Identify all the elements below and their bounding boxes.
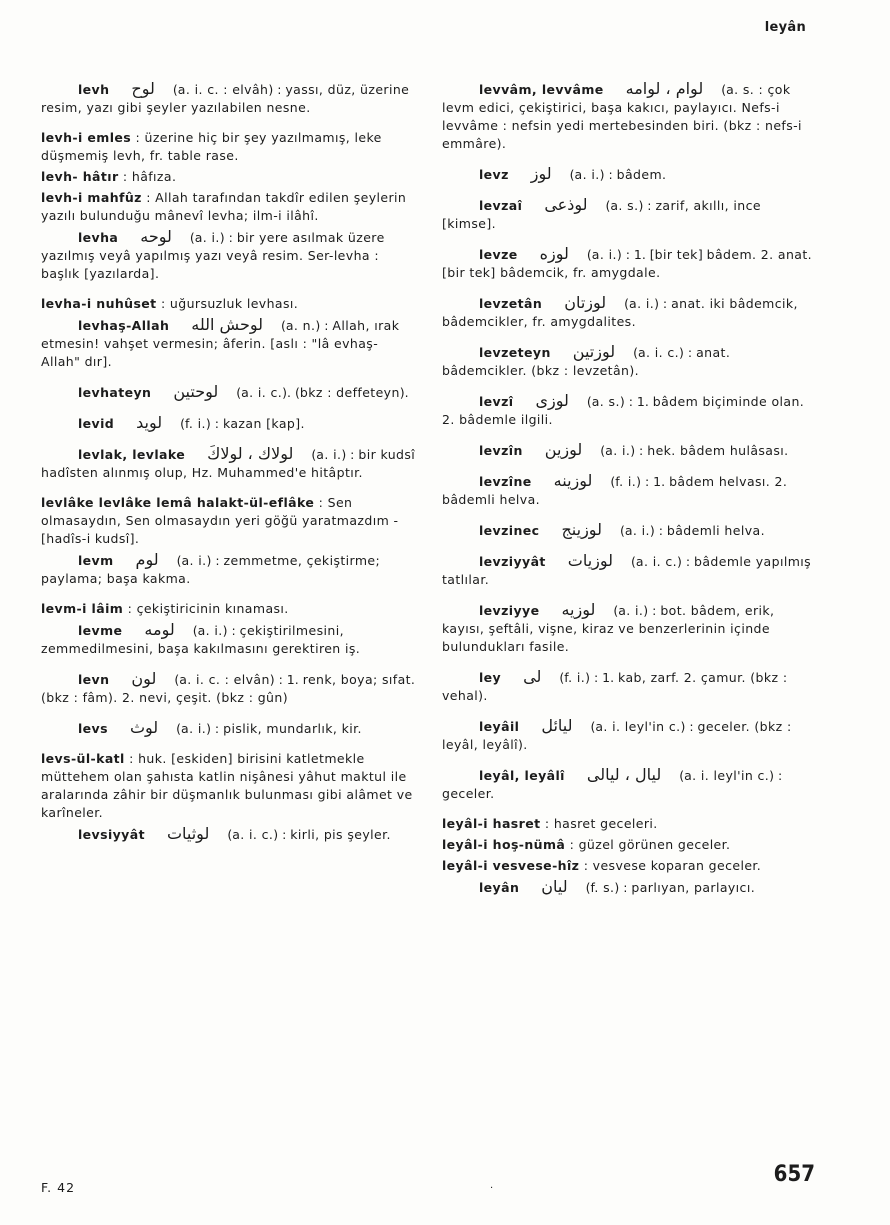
definition: (a. i. c.) : anat. bâdemcikler. (bkz : levzetân).: [442, 345, 731, 378]
dictionary-entry: [442, 472, 817, 509]
headword: levlâke levlâke lemâ halakt-ül-eflâke: [41, 495, 315, 510]
arabic-script: لوم: [135, 550, 159, 569]
headword: levm: [78, 553, 114, 568]
definition: (a. s.) : 1. bâdem biçiminde olan. 2. bâdemle ilgili.: [442, 394, 805, 427]
headword: levh-i emles: [41, 130, 132, 145]
headword: levzetân: [479, 296, 543, 311]
definition: (a. s. : çok levm edici, çekiştirici, başa kakıcı, paylayıcı. Nefs-i levvâme : nefsin yedi mertebesinden biri. (bkz : nefs-i emmâre).: [442, 82, 802, 151]
headword: levlak, levlake: [78, 447, 186, 462]
headword: levm-i lâim: [41, 601, 124, 616]
headword: levn: [78, 672, 110, 687]
arabic-script: لوزتين: [572, 342, 616, 361]
arabic-script: لوذعى: [544, 195, 588, 214]
definition: (a. i.) : zemmetme, çekiştirme; paylama; başa kakma.: [41, 553, 381, 586]
subentry: [442, 857, 817, 875]
definition: (a. i. c. : elvân) : 1. renk, boya; sıfat. (bkz : fâm). 2. nevi, çeşit. (bkz : gûn): [41, 672, 416, 705]
headword: levha: [78, 230, 119, 245]
dictionary-entry: [41, 383, 416, 402]
definition: : Allah tarafından takdîr edilen şeylerin yazılı bulunduğu mânevî levha; ilm-i ilâhî.: [41, 190, 407, 223]
headword: levzinec: [479, 523, 540, 538]
definition: (a. n.) : Allah, ırak etmesin! vahşet vermesin; âferin. [aslı : "lâ evhaş-Allah" dır].: [41, 318, 400, 369]
subentry: [41, 295, 416, 313]
arabic-script: لوزيات: [567, 551, 614, 570]
arabic-script: لومه: [144, 620, 175, 639]
definition: : uğursuzluk levhası.: [160, 296, 299, 311]
headword: levme: [78, 623, 123, 638]
definition: : hasret geceleri.: [544, 816, 658, 831]
definition: : huk. [eskiden] birisini katletmekle müttehem olan şahısta katlin nişânesi yâhut maktul ile aralarında zâhir bir düşmanlık bulunması gibi alâmet ve karîneler.: [41, 751, 413, 820]
arabic-script: لوحتين: [173, 382, 219, 401]
headword: levha-i nuhûset: [41, 296, 157, 311]
headword: levh- hâtır: [41, 169, 119, 184]
subentry: [41, 129, 416, 165]
arabic-script: لوزه: [539, 244, 569, 263]
definition: (a. i.) : bot. bâdem, erik, kayısı, şeftâli, vişne, kiraz ve benzerlerinin içinde bulundukları fasile.: [442, 603, 775, 654]
headword: leyâl, leyâlî: [479, 768, 565, 783]
definition: (a. i.) : bir kudsî hadîsten alınmış olup, Hz. Muhammed'e hitâptır.: [41, 447, 416, 480]
dictionary-entry: [442, 717, 817, 754]
dictionary-entry: [41, 414, 416, 433]
definition: (a. i.) : anat. iki bâdemcik, bâdemcikler, fr. amygdalites.: [442, 296, 798, 329]
page-number: 657: [773, 1162, 815, 1187]
left-column: [41, 80, 416, 856]
arabic-script: لى: [523, 667, 542, 686]
dictionary-entry: [442, 878, 817, 897]
definition: : üzerine hiç bir şey yazılmamış, leke düşmemiş levh, fr. table rase.: [41, 130, 382, 163]
headword: levhaş-Allah: [78, 318, 170, 333]
headword: levziyyât: [479, 554, 546, 569]
headword: levz: [479, 167, 509, 182]
definition: : vesvese koparan geceler.: [583, 858, 762, 873]
definition: (a. i. c.). (bkz : deffeteyn).: [236, 385, 409, 400]
arabic-script: لوثيات: [166, 824, 210, 843]
dictionary-entry: [41, 825, 416, 844]
headword: leyâil: [479, 719, 520, 734]
headword: levvâm, levvâme: [479, 82, 604, 97]
dictionary-entry: [442, 196, 817, 233]
definition: (f. s.) : parlıyan, parlayıcı.: [585, 880, 756, 895]
dictionary-entry: [442, 80, 817, 153]
arabic-script: لون: [131, 669, 157, 688]
definition: : çekiştiricinin kınaması.: [127, 601, 289, 616]
definition: (f. i.) : kazan [kap].: [180, 416, 305, 431]
headword: levh-i mahfûz: [41, 190, 142, 205]
arabic-script: لوح: [131, 79, 155, 98]
subentry: [41, 494, 416, 548]
dictionary-entry: [442, 441, 817, 460]
headword: levhateyn: [78, 385, 152, 400]
headword: ley: [479, 670, 502, 685]
headword: levzaî: [479, 198, 523, 213]
definition: (a. i. c.) : bâdemle yapılmış tatlılar.: [442, 554, 812, 587]
definition: : Sen olmasaydın, Sen olmasaydın yeri göğü yaratmazdım - [hadîs-i kudsî].: [41, 495, 399, 546]
dictionary-entry: [41, 445, 416, 482]
definition: (a. i. leyl'in c.) : geceler. (bkz : leyâl, leyâlî).: [442, 719, 792, 752]
dictionary-entry: [442, 766, 817, 803]
headword: levs-ül-katl: [41, 751, 125, 766]
arabic-script: ليال ، ليالى: [586, 765, 662, 784]
definition: (a. i.) : bâdem.: [569, 167, 667, 182]
subentry: [41, 189, 416, 225]
dictionary-entry: [442, 552, 817, 589]
headword: levzîne: [479, 474, 532, 489]
definition: (a. i.) : hek. bâdem hulâsası.: [600, 443, 789, 458]
signature-mark: F. 42: [41, 1180, 76, 1195]
headword: levid: [78, 416, 115, 431]
arabic-script: لوام ، لوامه: [625, 79, 704, 98]
arabic-script: لويد: [136, 413, 163, 432]
dictionary-entry: [442, 392, 817, 429]
definition: (a. i.) : bâdemli helva.: [619, 523, 765, 538]
definition: (a. i.) : 1. [bir tek] bâdem. 2. anat. [bir tek] bâdemcik, fr. amygdale.: [442, 247, 813, 280]
subentry: [41, 168, 416, 186]
running-head: leyân: [764, 20, 806, 35]
dictionary-entry: [442, 343, 817, 380]
subentry: [41, 600, 416, 618]
dictionary-entry: [41, 80, 416, 117]
headword: leyân: [479, 880, 520, 895]
headword: levzîn: [479, 443, 523, 458]
definition: (a. i.) : bir yere asılmak üzere yazılmış veyâ yapılmış yazı veyâ resim. Ser-levha : başlık [yazılarda].: [41, 230, 385, 281]
subentry: [41, 750, 416, 822]
arabic-script: لوزينج: [561, 520, 602, 539]
dictionary-entry: [41, 719, 416, 738]
dictionary-entry: [442, 601, 817, 656]
arabic-script: لوزيه: [561, 600, 596, 619]
definition: (a. s.) : zarif, akıllı, ince [kimse].: [442, 198, 761, 231]
arabic-script: لوز: [530, 164, 552, 183]
definition: : güzel görünen geceler.: [569, 837, 731, 852]
arabic-script: ليان: [541, 877, 568, 896]
headword: levze: [479, 247, 518, 262]
dictionary-entry: [41, 228, 416, 283]
footer-dot: ·: [490, 1183, 494, 1194]
headword: levziyye: [479, 603, 540, 618]
arabic-script: لوزين: [544, 440, 583, 459]
headword: levzî: [479, 394, 514, 409]
headword: levs: [78, 721, 108, 736]
right-column: [442, 80, 817, 909]
arabic-script: لوزى: [535, 391, 569, 410]
dictionary-entry: [442, 294, 817, 331]
headword: leyâl-i hoş-nümâ: [442, 837, 566, 852]
dictionary-entry: [41, 670, 416, 707]
definition: (a. i. leyl'in c.) : geceler.: [442, 768, 783, 801]
headword: leyâl-i hasret: [442, 816, 541, 831]
headword: levh: [78, 82, 110, 97]
definition: : hâfıza.: [122, 169, 177, 184]
definition: (a. i. c. : elvâh) : yassı, düz, üzerine resim, yazı gibi şeyler yazılabilen nesne.: [41, 82, 410, 115]
dictionary-entry: [41, 621, 416, 658]
arabic-script: لولاك ، لولاكَ: [207, 444, 294, 463]
dictionary-entry: [41, 316, 416, 371]
arabic-script: لوزينه: [553, 471, 593, 490]
headword: leyâl-i vesvese-hîz: [442, 858, 580, 873]
subentry: [442, 815, 817, 833]
dictionary-entry: [442, 668, 817, 705]
arabic-script: لوزتان: [564, 293, 607, 312]
headword: levsiyyât: [78, 827, 145, 842]
definition: (a. i.) : çekiştirilmesini, zemmedilmesini, başa kakılmasını gerektiren iş.: [41, 623, 361, 656]
headword: levzeteyn: [479, 345, 551, 360]
arabic-script: ليائل: [541, 716, 573, 735]
definition: (f. i.) : 1. bâdem helvası. 2. bâdemli helva.: [442, 474, 788, 507]
definition: (a. i. c.) : kirli, pis şeyler.: [227, 827, 391, 842]
subentry: [442, 836, 817, 854]
definition: (a. i.) : pislik, mundarlık, kir.: [176, 721, 362, 736]
dictionary-entry: [442, 165, 817, 184]
arabic-script: لوث: [129, 718, 159, 737]
dictionary-entry: [442, 521, 817, 540]
dictionary-entry: [41, 551, 416, 588]
arabic-script: لوحه: [140, 227, 172, 246]
dictionary-entry: [442, 245, 817, 282]
arabic-script: لوحش الله: [191, 315, 263, 334]
definition: (f. i.) : 1. kab, zarf. 2. çamur. (bkz : vehal).: [442, 670, 788, 703]
